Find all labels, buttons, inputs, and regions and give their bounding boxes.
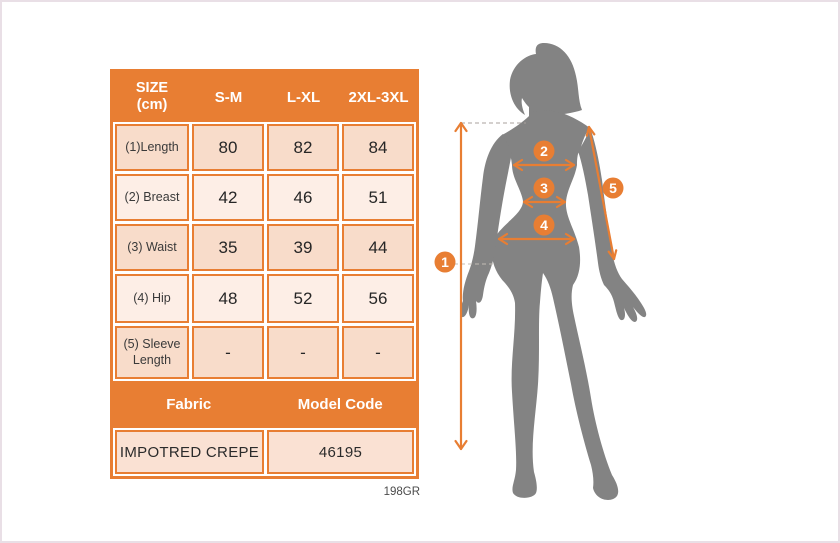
- size-table-footer-header: [113, 381, 416, 428]
- column-header-2xl-3xl: 2XL-3XL: [348, 88, 409, 106]
- measure-point-1: [435, 252, 456, 273]
- model-code-header: Model Code: [297, 396, 383, 413]
- sleeve-value-2xl3xl: -: [342, 326, 414, 379]
- waist-value-lxl: 39: [267, 224, 339, 271]
- measure-point-3: [534, 178, 555, 199]
- row-label-length: (1)Length: [115, 124, 189, 171]
- column-header-l-xl: L-XL: [286, 88, 321, 106]
- waist-value-2xl3xl: 44: [342, 224, 414, 271]
- breast-value-lxl: 46: [267, 174, 339, 221]
- row-label-sleeve-length: (5) Sleeve Length: [115, 326, 189, 379]
- row-label-hip: (4) Hip: [115, 274, 189, 323]
- row-label-breast: (2) Breast: [115, 174, 189, 221]
- female-silhouette-right-arm: [578, 128, 646, 322]
- length-value-2xl3xl: 84: [342, 124, 414, 171]
- size-table-body: [113, 122, 416, 381]
- measure-point-1-number: 1: [441, 254, 449, 270]
- fabric-header: Fabric: [166, 396, 212, 413]
- sleeve-value-sm: -: [192, 326, 264, 379]
- length-value-lxl: 82: [267, 124, 339, 171]
- hip-value-sm: 48: [192, 274, 264, 323]
- size-unit-header: SIZE (cm): [135, 79, 169, 113]
- measure-point-3-number: 3: [540, 180, 548, 196]
- row-label-waist: (3) Waist: [115, 224, 189, 271]
- hip-value-lxl: 52: [267, 274, 339, 323]
- column-header-s-m: S-M: [214, 88, 243, 106]
- breast-value-sm: 42: [192, 174, 264, 221]
- fabric-value: IMPOTRED CREPE: [115, 430, 264, 474]
- hip-value-2xl3xl: 56: [342, 274, 414, 323]
- breast-value-2xl3xl: 51: [342, 174, 414, 221]
- measure-point-2: [534, 141, 555, 162]
- length-value-sm: 80: [192, 124, 264, 171]
- size-table-footer-values: [113, 428, 416, 476]
- body-measurement-figure: [422, 2, 722, 543]
- size-table: [110, 69, 419, 479]
- measure-point-2-number: 2: [540, 143, 548, 159]
- measure-point-4: [534, 215, 555, 236]
- measure-point-4-number: 4: [540, 217, 548, 233]
- waist-value-sm: 35: [192, 224, 264, 271]
- measure-point-5-number: 5: [609, 180, 617, 196]
- sleeve-value-lxl: -: [267, 326, 339, 379]
- size-table-header-row: [113, 72, 416, 122]
- weight-note: 198GR: [383, 486, 420, 498]
- measure-point-5: [603, 178, 624, 199]
- model-code-value: 46195: [267, 430, 414, 474]
